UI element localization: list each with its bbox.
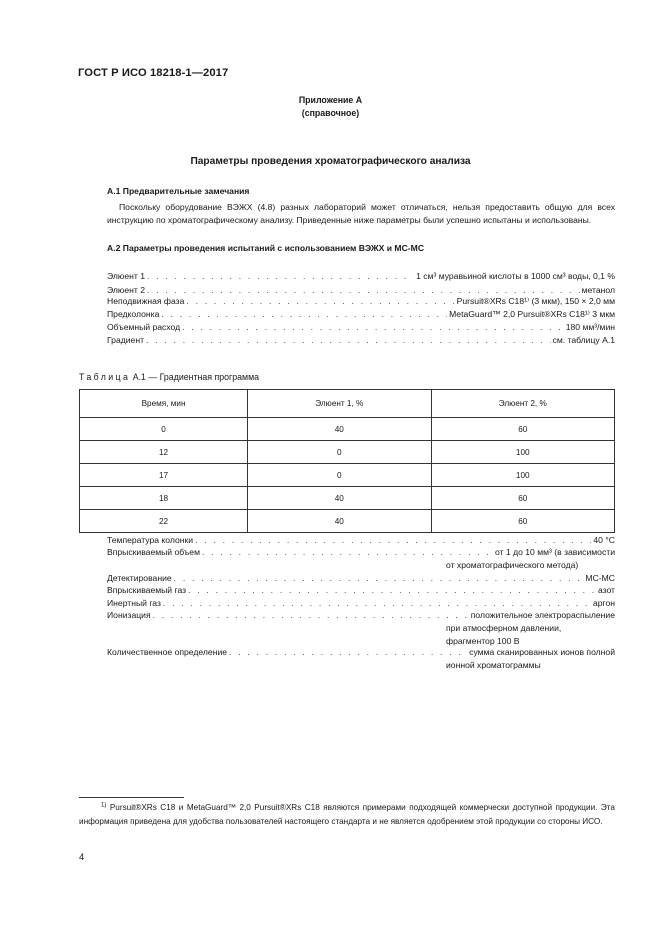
parameter-row <box>107 610 615 649</box>
table-cell: 17 <box>80 464 248 487</box>
parameter-value: метанол <box>581 285 615 295</box>
parameter-value: МС-МС <box>585 573 615 583</box>
table-row <box>80 441 615 464</box>
table-cell: 12 <box>80 441 248 464</box>
parameter-value: см. таблицу А.1 <box>552 335 615 345</box>
table-row <box>80 464 615 487</box>
table-cell: 100 <box>431 464 614 487</box>
dot-leader <box>202 547 493 557</box>
parameter-label: Инертный газ <box>107 598 161 608</box>
footnote-text: Pursuit®XRs C18 и MetaGuard™ 2,0 Pursuit®XRs C18 являются примерами подходящей коммерчески доступной продукции. Эта информация приведена для удобства пользователей настоящего стандарта и не является одобрением этой продукции со стороны ИСО. <box>79 803 615 827</box>
parameter-label: Впрыскиваемый газ <box>107 585 187 595</box>
parameter-label: Количественное определение <box>107 647 228 657</box>
parameter-label: Элюент 1 <box>107 271 145 281</box>
parameter-row <box>107 296 615 309</box>
dot-leader <box>147 285 580 295</box>
page-number: 4 <box>79 852 85 863</box>
parameter-value: MetaGuard™ 2,0 Pursuit®XRs C18¹⁾ 3 мкм <box>449 309 615 319</box>
parameter-label: Элюент 2 <box>107 285 145 295</box>
parameter-row <box>107 322 615 335</box>
table-cell: 18 <box>80 487 248 510</box>
table-cell: 100 <box>431 441 614 464</box>
parameter-label: Впрыскиваемый объем <box>107 547 200 557</box>
table-cell: 60 <box>431 418 614 441</box>
parameter-value: аргон <box>592 598 615 608</box>
dot-leader <box>195 535 591 545</box>
parameter-label: Градиент <box>107 335 145 345</box>
table-caption <box>79 372 259 382</box>
parameter-row <box>107 335 615 348</box>
parameter-row <box>107 309 615 322</box>
parameter-row <box>107 271 615 284</box>
table-cell: 22 <box>80 510 248 533</box>
table-caption-prefix: Таблица <box>79 372 131 382</box>
footnote-marker: 1) <box>101 802 107 809</box>
dot-leader <box>163 598 591 608</box>
parameter-value: сумма сканированных ионов полной <box>469 647 615 657</box>
parameter-value: от 1 до 10 мм³ (в зависимости <box>495 547 615 557</box>
dot-leader <box>188 585 596 595</box>
parameter-row <box>107 585 615 598</box>
table-cell: 0 <box>80 418 248 441</box>
column-header-eluent1: Элюент 1, % <box>248 390 431 418</box>
column-header-eluent2: Элюент 2, % <box>431 390 614 418</box>
table-row <box>80 487 615 510</box>
footnote <box>79 801 615 829</box>
parameter-value: 1 см³ муравьиной кислоты в 1000 см³ воды, 0,1 % <box>416 271 615 281</box>
table-cell: 60 <box>431 510 614 533</box>
parameter-label: Детектирование <box>107 573 172 583</box>
table-row <box>80 510 615 533</box>
dot-leader <box>146 335 551 345</box>
dot-leader <box>229 647 467 657</box>
parameter-value: азот <box>597 585 615 595</box>
table-cell: 0 <box>248 464 431 487</box>
annex-heading: Параметры проведения хроматографического анализа <box>190 156 471 167</box>
column-header-time: Время, мин <box>80 390 248 418</box>
gradient-table <box>79 389 615 533</box>
parameter-value-continuation: ионной хроматограммы <box>446 660 541 670</box>
table-cell: 40 <box>248 510 431 533</box>
parameter-label: Ионизация <box>107 610 151 620</box>
dot-leader <box>186 296 454 306</box>
parameter-value: положительное электрораспыление <box>470 610 615 620</box>
section-a1-paragraph: Поскольку оборудование ВЭЖХ (4.8) разных лабораторий может отличаться, нельзя предоставить общую для всех инструкцию по хроматографическому анализу. Приведенные ниже параметры были успешно испытаны и использованы. <box>107 202 615 225</box>
parameter-label: Предколонка <box>107 309 160 319</box>
table-caption-text: А.1 — Градиентная программа <box>132 372 260 382</box>
parameter-label: Объемный расход <box>107 322 181 332</box>
parameter-row <box>107 547 615 573</box>
table-cell: 0 <box>248 441 431 464</box>
parameter-value-continuation: фрагментор 100 В <box>446 636 520 646</box>
footnote-divider <box>79 797 184 798</box>
section-a1-title: А.1 Предварительные замечания <box>107 186 250 196</box>
section-a2-title: А.2 Параметры проведения испытаний с использованием ВЭЖХ и МС-МС <box>107 243 425 253</box>
parameter-row <box>107 647 615 673</box>
parameter-label: Неподвижная фаза <box>107 296 185 306</box>
dot-leader <box>161 309 447 319</box>
table-cell: 40 <box>248 418 431 441</box>
dot-leader <box>182 322 564 332</box>
section-a1-text <box>107 201 615 226</box>
parameter-value: 40 °С <box>593 535 615 545</box>
dot-leader <box>174 573 584 583</box>
parameter-label: Температура колонки <box>107 535 194 545</box>
annex-title: Приложение А <box>298 95 363 105</box>
document-code: ГОСТ Р ИСО 18218-1—2017 <box>78 67 229 79</box>
table-cell: 40 <box>248 487 431 510</box>
parameter-value: 180 мм³/мин <box>565 322 615 332</box>
annex-subtitle: (справочное) <box>301 108 360 118</box>
parameter-value-continuation: от хроматографического метода) <box>446 560 579 570</box>
dot-leader <box>147 271 414 281</box>
table-cell: 60 <box>431 487 614 510</box>
dot-leader <box>153 610 469 620</box>
parameter-value-continuation: при атмосферном давлении, <box>446 623 562 633</box>
parameter-value: Pursuit®XRs C18¹⁾ (3 мкм), 150 × 2,0 мм <box>456 296 615 306</box>
table-header-row <box>80 390 615 418</box>
table-row <box>80 418 615 441</box>
